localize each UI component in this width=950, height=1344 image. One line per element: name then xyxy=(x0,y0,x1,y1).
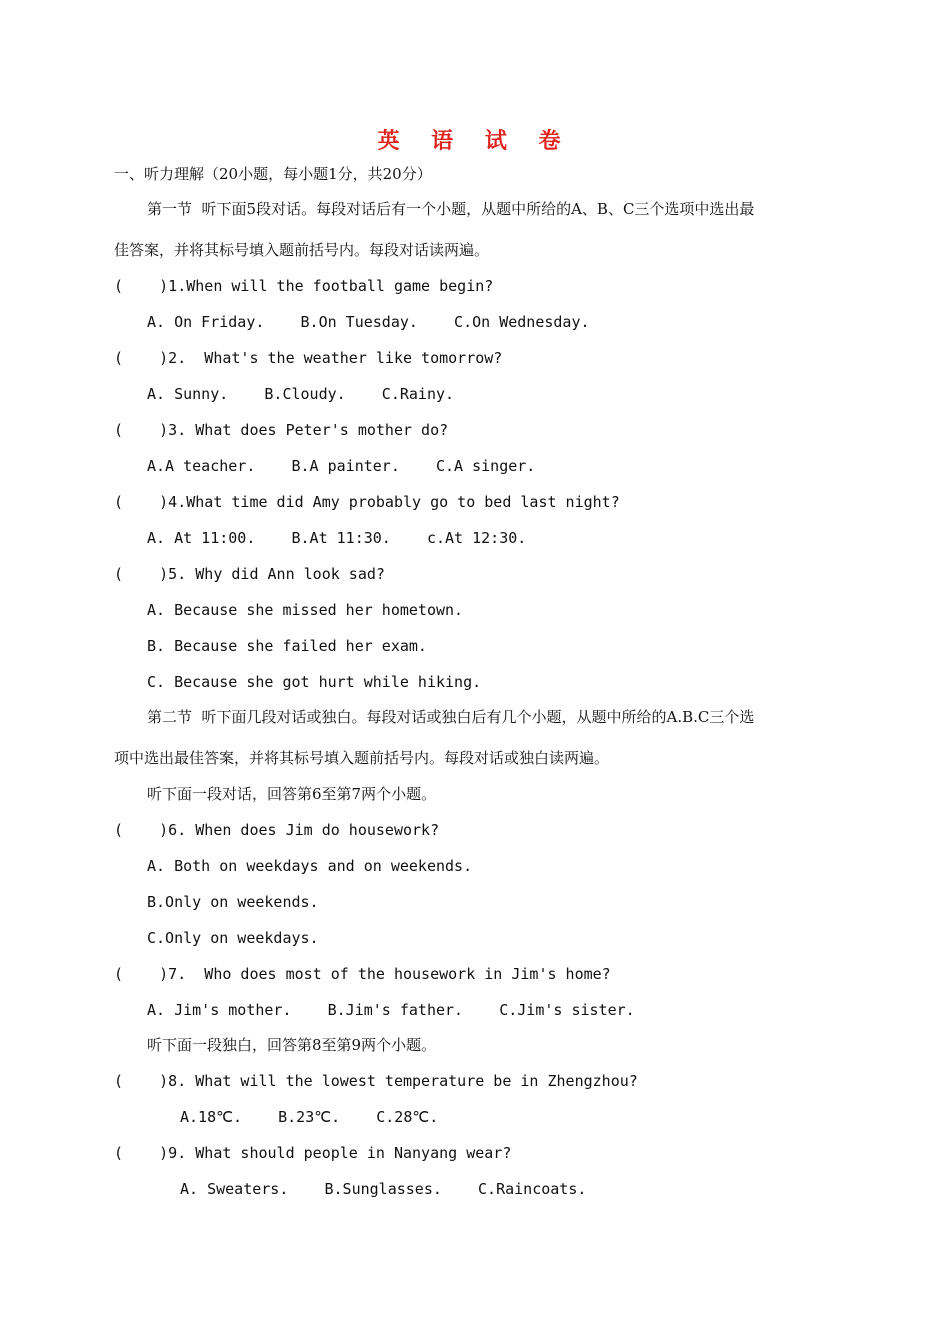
question-5-option-b: B. Because she failed her exam. xyxy=(147,637,427,655)
question-5-stem: ( )5. Why did Ann look sad? xyxy=(114,565,385,583)
question-1-stem: ( )1.When will the football game begin? xyxy=(114,277,494,295)
question-8-stem: ( )8. What will the lowest temperature be in Zhengzhou? xyxy=(114,1072,638,1090)
question-9-stem: ( )9. What should people in Nanyang wear? xyxy=(114,1144,512,1162)
question-7-stem: ( )7. Who does most of the housework in Jim's home? xyxy=(114,965,611,983)
question-6-option-c: C.Only on weekdays. xyxy=(147,929,319,947)
question-5-option-a: A. Because she missed her hometown. xyxy=(147,601,464,619)
question-8-options: A.18℃. B.23℃. C.28℃. xyxy=(180,1108,439,1126)
part2-intro-line2: 项中选出最佳答案，并将其标号填入题前括号内。每段对话或独白读两遍。 xyxy=(114,749,610,767)
question-6-option-b: B.Only on weekends. xyxy=(147,893,319,911)
question-2-options: A. Sunny. B.Cloudy. C.Rainy. xyxy=(147,385,455,403)
question-7-options: A. Jim's mother. B.Jim's father. C.Jim's sister. xyxy=(147,1001,635,1019)
question-4-stem: ( )4.What time did Amy probably go to bed last night? xyxy=(114,493,620,511)
question-3-options: A.A teacher. B.A painter. C.A singer. xyxy=(147,457,536,475)
question-5-option-c: C. Because she got hurt while hiking. xyxy=(147,673,482,691)
monologue-instruction: 听下面一段独白，回答第8至第9两个小题。 xyxy=(147,1036,437,1054)
part1-intro-line1: 第一节 听下面5段对话。每段对话后有一个小题，从题中所给的A、B、C三个选项中选出最 xyxy=(147,200,755,218)
part2-intro-line1: 第二节 听下面几段对话或独白。每段对话或独白后有几个小题，从题中所给的A.B.C三个选 xyxy=(147,708,755,726)
part1-intro-line2: 佳答案，并将其标号填入题前括号内。每段对话读两遍。 xyxy=(114,241,490,259)
question-2-stem: ( )2. What's the weather like tomorrow? xyxy=(114,349,503,367)
question-3-stem: ( )3. What does Peter's mother do? xyxy=(114,421,449,439)
section-heading: 一、听力理解（20小题，每小题1分，共20分） xyxy=(114,165,432,183)
question-4-options: A. At 11:00. B.At 11:30. c.At 12:30. xyxy=(147,529,527,547)
question-1-options: A. On Friday. B.On Tuesday. C.On Wednesday. xyxy=(147,313,590,331)
page-title: 英 语 试 卷 xyxy=(377,128,573,154)
dialogue-instruction: 听下面一段对话，回答第6至第7两个小题。 xyxy=(147,785,437,803)
question-6-stem: ( )6. When does Jim do housework? xyxy=(114,821,440,839)
question-6-option-a: A. Both on weekdays and on weekends. xyxy=(147,857,473,875)
question-9-options: A. Sweaters. B.Sunglasses. C.Raincoats. xyxy=(180,1180,587,1198)
